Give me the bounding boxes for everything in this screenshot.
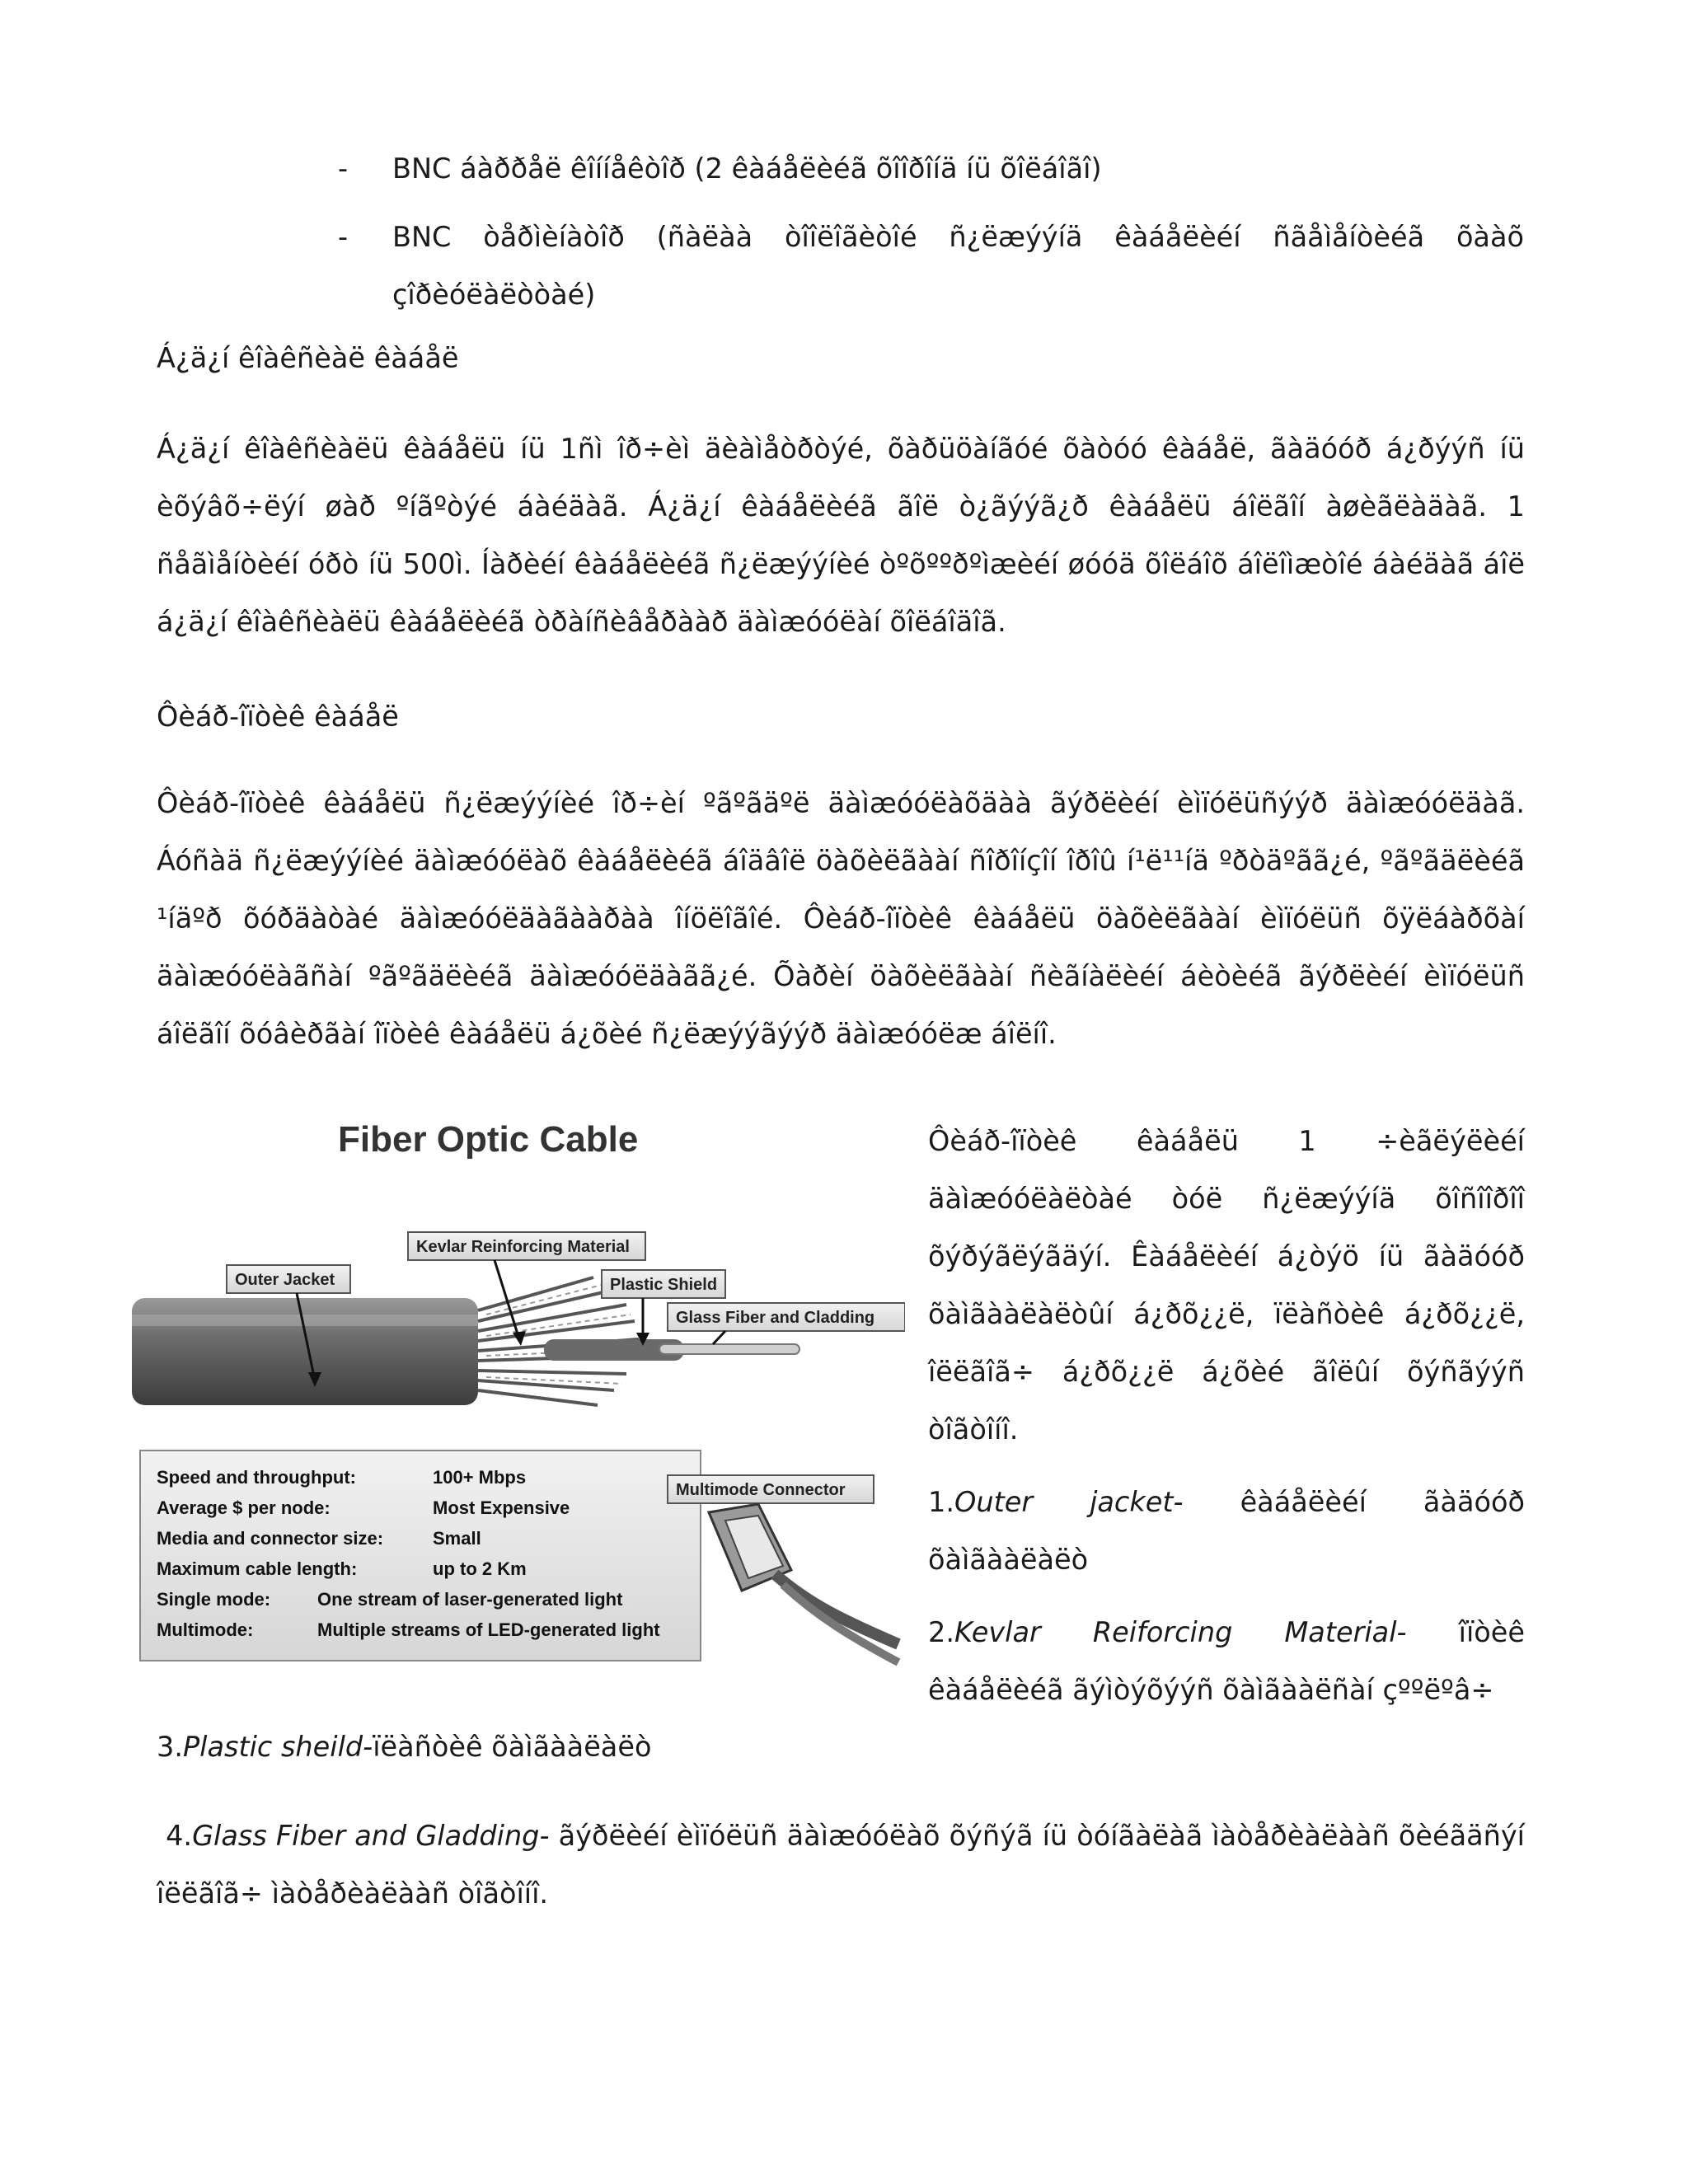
spec-value: up to 2 Km: [433, 1558, 527, 1579]
spec-row: [157, 1558, 527, 1579]
list-item-number: 4.: [166, 1820, 193, 1852]
fiber-optic-cable-figure: [132, 1108, 905, 1669]
spec-value: Most Expensive: [433, 1497, 570, 1518]
spec-value: Small: [433, 1528, 481, 1549]
outer-jacket-shape: [132, 1298, 478, 1405]
list-item: [928, 1474, 1525, 1589]
spec-value: One stream of laser-generated light: [317, 1589, 623, 1610]
spec-row: [157, 1528, 481, 1549]
bullet-dash: -: [338, 152, 349, 185]
spec-row: [157, 1589, 623, 1610]
spec-label: Media and connector size:: [157, 1528, 384, 1549]
list-item: [157, 1807, 1525, 1923]
spec-label: Multimode:: [157, 1619, 254, 1640]
callout-outer-jacket-label: Outer Jacket: [235, 1271, 335, 1289]
fiber-description-column: [928, 1113, 1525, 1719]
spec-value: 100+ Mbps: [433, 1467, 527, 1488]
spec-label: Average $ per node:: [157, 1497, 331, 1518]
bullet-text: BNC òåðìèíàòîð (ñàëàà òîîëîãèòîé ñ¿ëæýýíä êàáåëèéí ñãåìåíòèéã õààõ çîðèóëàëòòàé): [392, 221, 1524, 311]
list-item-number: 2.: [928, 1616, 954, 1648]
spec-label: Single mode:: [157, 1589, 271, 1610]
glass-fiber-shape: [659, 1344, 799, 1354]
spec-row: [157, 1619, 660, 1640]
list-item-term: Outer jacket-: [954, 1486, 1184, 1518]
list-item-number: 3.: [157, 1731, 183, 1763]
bullet-dash: -: [338, 221, 349, 253]
list-item-description: ïëàñòèê õàìãààëàëò: [373, 1731, 652, 1763]
callout-kevlar-label: Kevlar Reinforcing Material: [416, 1238, 630, 1256]
list-item-description: ãýðëèéí èìïóëüñ äàìæóóëàõ õýñýã íü òóíãàëàã ìàòåðèàëààñ õèéãäñýí îëëãîã÷ ìàòåðèàëààñ òîãòîíî.: [157, 1820, 1525, 1910]
callout-glass-label: Glass Fiber and Cladding: [676, 1309, 875, 1327]
callout-plastic-label: Plastic Shield: [610, 1276, 718, 1294]
paragraph-text: Ôèáð-îïòèê êàáåëü ñ¿ëæýýíèé îð÷èí ºãºãäºë äàìæóóëàõäàà ãýðëèéí èìïóëüñýýð äàìæóóëäàã. Áóñàä ñ¿ëæýýíèé äàìæóóëàõ êàáåëèéã áîäâîë öàõèëãààí ñîðîíçîí îðîû í¹ë¹¹íä ºðòäºãã¿é, ºãºãäëèéã ¹íäºð õóðäàòàé äàìæóóëäàãààðàà îíöëîãîé. Ôèáð-îïòèê êàáåëü öàõèëãààí èìïóëüñ õÿëáàðõàí äàìæóóëàãñàí ºãºãäëèéã äàìæóóëäàãã¿é. Õàðèí öàõèëãààí ñèãíàëèéí áèòèéã ãýðëèéí èìïóëüñ áîëãîí õóâèðãàí îïòèê êàáåëü á¿õèé ñ¿ëæýýãýýð äàìæóóëæ áîëíî.: [157, 787, 1525, 1050]
bullet-text: BNC áàððåë êîííåêòîð (2 êàáåëèéã õîîðîíä íü õîëáîãî): [392, 152, 1102, 185]
spec-label: Maximum cable length:: [157, 1558, 358, 1579]
list-item-term: Plastic sheild-: [182, 1731, 373, 1763]
spec-label: Speed and throughput:: [157, 1467, 356, 1488]
spec-row: [157, 1467, 526, 1488]
section-heading-fiber: Ôèáð-îïòèê êàáåë: [157, 701, 399, 733]
list-item: [157, 1718, 1525, 1776]
list-item-number: 1.: [928, 1486, 954, 1518]
fiber-intro-text: Ôèáð-îïòèê êàáåëü 1 ÷èãëýëèéí äàìæóóëàëòàé òóë ñ¿ëæýýíä õîñîîðîî õýðýãëýãäýí. Êàáåëèéí á¿òýö íü ãàäóóð õàìãààëàëòûí á¿ðõ¿¿ë, ïëàñòèê á¿ðõ¿¿ë, îëëãîã÷ á¿ðõ¿¿ë á¿õèé ãîëûí õýñãýýñ òîãòîíî.: [928, 1125, 1525, 1446]
section-paragraph-fiber: [157, 775, 1525, 1063]
list-item-description: îïòèê êàáåëèéã ãýìòýõýýñ õàìãààëñàí çººëºâ÷: [928, 1616, 1525, 1706]
paragraph-text: Á¿ä¿í êîàêñèàëü êàáåëü íü 1ñì îð÷èì äèàìåòðòýé, õàðüöàíãóé õàòóó êàáåë, ãàäóóð á¿ðýýñ íü èõýâõ÷ëýí øàð ºíãºòýé áàéäàã. Á¿ä¿í êàáåëèéã ãîë ò¿ãýýã¿ð êàáåëü áîëãîí àøèãëàäàã. 1 ñåãìåíòèéí óðò íü 500ì. Íàðèéí êàáåëèéã ñ¿ëæýýíèé òºõººðºìæèéí øóóä õîëáîõ áîëîìæòîé áàéäàã áîë á¿ä¿í êîàêñèàëü êàáåëèéã òðàíñèâåðààð äàìæóóëàí õîëáîäîã.: [157, 433, 1525, 638]
section-heading-coaxial: Á¿ä¿í êîàêñèàë êàáåë: [157, 342, 459, 374]
section-paragraph-coaxial: [157, 420, 1525, 651]
list-item: [928, 1604, 1525, 1719]
callout-connector-label: Multimode Connector: [676, 1481, 846, 1499]
figure-title: Fiber Optic Cable: [338, 1119, 639, 1160]
fiber-optic-cable-illustration: [132, 1108, 905, 1669]
spec-value: Multiple streams of LED-generated light: [317, 1619, 660, 1640]
list-item-term: Kevlar Reiforcing Material-: [954, 1616, 1407, 1648]
list-item-term: Glass Fiber and Gladding-: [192, 1820, 550, 1852]
list-item-description: êàáåëèéí ãàäóóð õàìãààëàëò: [928, 1486, 1525, 1576]
spec-panel: [140, 1451, 701, 1661]
